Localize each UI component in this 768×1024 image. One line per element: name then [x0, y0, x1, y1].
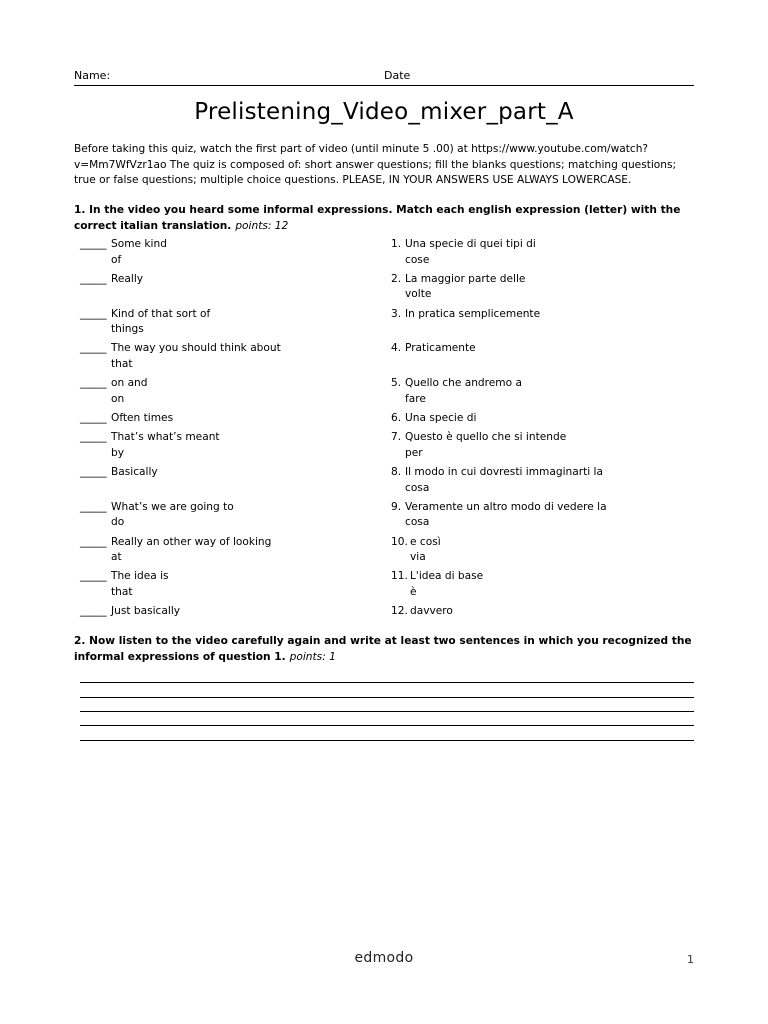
- match-row: [80, 604, 700, 620]
- match-row: [80, 341, 700, 372]
- answer-blank[interactable]: _____: [80, 272, 107, 285]
- match-row: [80, 535, 700, 566]
- answer-blank[interactable]: _____: [80, 605, 107, 618]
- answer-blank[interactable]: _____: [80, 377, 107, 390]
- question-2: [74, 634, 694, 665]
- english-expression: Often times: [111, 411, 174, 424]
- english-expression: Some kind of: [111, 238, 167, 266]
- translation-number: 12.: [391, 605, 408, 618]
- answer-blank[interactable]: _____: [80, 342, 107, 355]
- italian-translation: Praticamente: [405, 342, 476, 355]
- answer-line[interactable]: [80, 725, 694, 726]
- english-expression: What’s we are going to do: [111, 500, 234, 529]
- match-row: [80, 272, 700, 303]
- translation-number: 5.: [391, 377, 402, 390]
- italian-translation: L'idea di base è: [410, 570, 484, 598]
- translation-number: 8.: [391, 466, 402, 479]
- translation-number: 2.: [391, 272, 402, 285]
- match-row: [80, 500, 700, 531]
- match-row: [80, 307, 700, 338]
- italian-translation: La maggior parte delle volte: [405, 272, 526, 301]
- question-2-text: 2. Now listen to the video carefully again and write at least two sentences in which you recognized the informal expressions of question 1.: [74, 635, 692, 663]
- answer-line[interactable]: [80, 740, 694, 741]
- answer-blank[interactable]: _____: [80, 307, 107, 320]
- answer-line[interactable]: [80, 682, 694, 683]
- translation-number: 4.: [391, 342, 402, 355]
- english-expression: The way you should think about that: [111, 342, 281, 370]
- name-date-header: [74, 69, 694, 86]
- match-row: [80, 465, 700, 496]
- page-title: Prelistening_Video_mixer_part_A: [194, 99, 574, 125]
- match-row: [80, 376, 700, 407]
- english-expression: Really an other way of looking at: [111, 535, 272, 564]
- question-2-points: points: 1: [289, 650, 336, 663]
- english-expression: on and on: [111, 377, 148, 405]
- italian-translation: davvero: [410, 605, 453, 618]
- translation-number: 10.: [391, 535, 408, 548]
- answer-line[interactable]: [80, 711, 694, 712]
- date-label: Date: [384, 69, 411, 82]
- answer-blank[interactable]: _____: [80, 431, 107, 444]
- italian-translation: e così via: [410, 535, 441, 564]
- italian-translation: Veramente un altro modo di vedere la cosa: [405, 500, 607, 529]
- answer-blank[interactable]: _____: [80, 466, 107, 479]
- english-expression: The idea is that: [111, 570, 169, 598]
- answer-blank[interactable]: _____: [80, 570, 107, 583]
- translation-number: 11.: [391, 570, 408, 583]
- match-row: [80, 237, 700, 268]
- match-row: [80, 411, 700, 427]
- italian-translation: Quello che andremo a fare: [405, 377, 522, 405]
- matching-list: [80, 237, 700, 624]
- italian-translation: In pratica semplicemente: [405, 307, 541, 320]
- answer-blank[interactable]: _____: [80, 535, 107, 548]
- question-1-text: 1. In the video you heard some informal expressions. Match each english expression (letter) with the correct italian translation.: [74, 204, 681, 232]
- match-row: [80, 430, 700, 461]
- italian-translation: Il modo in cui dovresti immaginarti la cosa: [405, 466, 603, 494]
- english-expression: Just basically: [111, 605, 181, 618]
- translation-number: 1.: [391, 238, 402, 250]
- edmodo-logo: edmodo: [354, 950, 414, 966]
- answer-blank[interactable]: _____: [80, 500, 107, 513]
- quiz-instructions: Before taking this quiz, watch the first part of video (until minute 5 .00) at https://www.youtube.com/watch?v=Mm7WfVzr1ao The quiz is composed of: short answer questions; fill the blanks questions; matching questions; true or false questions; multiple choice questions. PLEASE, IN YOUR ANSWERS USE ALWAYS LOWERCASE.: [74, 143, 677, 186]
- question-1-points: points: 12: [235, 219, 289, 232]
- italian-translation: Questo è quello che si intende per: [405, 431, 567, 459]
- page-number: 1: [687, 953, 694, 966]
- translation-number: 9.: [391, 500, 402, 513]
- translation-number: 6.: [391, 411, 402, 424]
- answer-blank[interactable]: _____: [80, 238, 107, 250]
- question-1: [74, 203, 694, 234]
- english-expression: That’s what’s meant by: [111, 431, 220, 459]
- english-expression: Kind of that sort of things: [111, 307, 211, 336]
- italian-translation: Una specie di quei tipi di cose: [405, 238, 536, 266]
- answer-blank[interactable]: _____: [80, 411, 107, 424]
- english-expression: Basically: [111, 466, 158, 479]
- english-expression: Really: [111, 272, 144, 285]
- name-label: Name:: [74, 69, 111, 82]
- translation-number: 3.: [391, 307, 402, 320]
- answer-line[interactable]: [80, 697, 694, 698]
- translation-number: 7.: [391, 431, 402, 444]
- match-row: [80, 569, 700, 600]
- italian-translation: Una specie di: [405, 411, 477, 424]
